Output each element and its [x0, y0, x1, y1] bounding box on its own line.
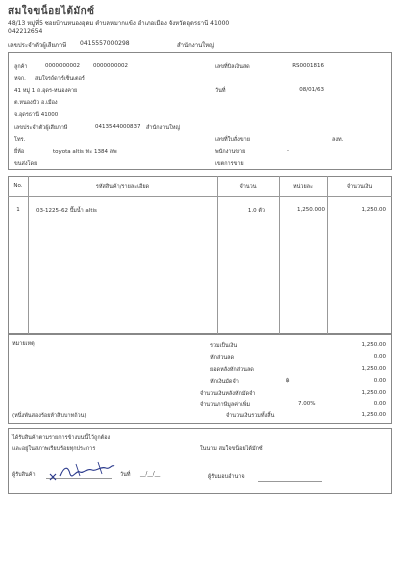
- company-name: สมใจขน็อยไต้มักซ์: [8, 6, 95, 17]
- row-amount: 1,250.00: [361, 207, 386, 213]
- authorizer-signature-line: [258, 481, 322, 482]
- customer-address-1: 41 หมู่ 1 ถ.อุดร-หนองคาย: [14, 88, 78, 94]
- bill-no-label: เลขที่บิลเงินสด: [215, 64, 250, 70]
- company-branch: สำนักงานใหญ่: [177, 42, 215, 49]
- items-table: [8, 176, 392, 334]
- seller-label: พนักงานขาย: [215, 149, 246, 155]
- customer-tax-branch: สำนักงานใหญ่: [146, 125, 181, 131]
- company-phone: 042212654: [8, 28, 43, 35]
- summary-value: 1,250.00: [361, 390, 386, 396]
- company-tax-label: เลขประจำตัวผู้เสียภาษี: [8, 42, 67, 49]
- receipt-note-2: และอยู่ในสภาพเรียบร้อยทุกประการ: [12, 446, 96, 452]
- summary-value: 0.00: [373, 378, 386, 384]
- receive-date-label: วันที่: [120, 472, 131, 478]
- customer-tax-label: เลขประจำตัวผู้เสียภาษี: [14, 125, 68, 131]
- handwritten-signature: [46, 460, 116, 482]
- summary-label: หักเงินมัดจำ: [210, 379, 239, 385]
- col-header-unit-price: หน่วยละ: [292, 184, 314, 190]
- authorizer-label: ผู้รับมอบอำนาจ: [208, 474, 245, 480]
- summary-value: 1,250.00: [361, 412, 386, 418]
- col-divider: [217, 176, 218, 334]
- customer-phone-label: โทร.: [14, 137, 26, 143]
- col-header-qty: จำนวน: [239, 184, 257, 190]
- customer-car-label: ยี่ห้อ: [14, 149, 25, 155]
- summary-label: รวมเป็นเงิน: [210, 343, 238, 349]
- row-desc: 03-1225-62 ปั๊มน้ำ altis: [36, 208, 97, 214]
- customer-name-label: หจก.: [14, 76, 26, 82]
- col-divider: [327, 176, 328, 334]
- col-header-desc: รหัสสินค้า/รายละเอียด: [95, 184, 150, 190]
- company-address: 48/13 หมู่ที่5 ซอยบ้านหนองอุดม ตำบลหมากแข้ง อำเภอเมือง จังหวัดอุดรธานี 41000: [8, 20, 230, 27]
- summary-value: 1,250.00: [361, 342, 386, 348]
- customer-tax-id: 0413544000837: [95, 124, 141, 130]
- receive-date-blank: __/__/__: [140, 471, 161, 477]
- summary-value: 0.00: [373, 354, 386, 360]
- ref-date-label: ลงท.: [332, 137, 344, 143]
- customer-address-2: ต.หนองบัว อ.เมือง: [14, 100, 58, 106]
- summary-label: จำนวนเงินรวมทั้งสิ้น: [226, 413, 275, 419]
- doc-date: 08/01/63: [299, 87, 324, 93]
- customer-ship-label: ขนส่งโดย: [14, 161, 38, 167]
- company-tax-id: 0415557000298: [80, 40, 130, 47]
- sales-area-label: เขตการขาย: [215, 161, 244, 167]
- receiver-label: ผู้รับสินค้า: [12, 472, 36, 478]
- seller-value: -: [287, 148, 289, 154]
- customer-name: สมใจรถ์ดาร์เซ็นเตอร์: [35, 76, 85, 82]
- row-no: 1: [16, 207, 20, 213]
- customer-car: toyota altis ทะ 1384 ลพ: [53, 149, 117, 155]
- company-signature: ในนาม สมใจขน็อยไต้มักซ์: [200, 446, 263, 452]
- summary-box: [8, 334, 392, 424]
- amount-in-words: (หนึ่งพันสองร้อยห้าสิบบาทถ้วน): [12, 413, 87, 419]
- note-label: หมายเหตุ: [12, 341, 35, 347]
- date-label: วันที่: [215, 88, 226, 94]
- customer-code: 0000000002: [45, 63, 80, 69]
- summary-label: หักส่วนลด: [210, 355, 235, 361]
- summary-value: 1,250.00: [361, 366, 386, 372]
- bill-no: RS0001816: [292, 63, 324, 69]
- deposit-mark: ฿: [286, 378, 290, 384]
- customer-address-3: จ.อุดรธานี 41000: [14, 112, 59, 118]
- summary-label: จำนวนภาษีมูลค่าเพิ่ม: [200, 402, 251, 408]
- ref-no-label: เลขที่ใบสั่งขาย: [215, 137, 250, 143]
- receipt-note-1: ได้รับสินค้าตามรายการข้างบนนี้ไว้ถูกต้อง: [12, 435, 111, 441]
- col-header-no: No.: [13, 183, 23, 189]
- row-unit-price: 1,250.000: [297, 207, 325, 213]
- summary-value: 0.00: [373, 401, 386, 407]
- table-header-divider: [8, 196, 392, 197]
- vat-rate: 7.00%: [298, 401, 316, 407]
- customer-code-2: 0000000002: [93, 63, 128, 69]
- summary-label: ยอดหลังหักส่วนลด: [210, 367, 254, 373]
- customer-code-label: ลูกค้า: [14, 64, 28, 70]
- col-divider: [28, 176, 29, 334]
- col-header-amount: จำนวนเงิน: [346, 184, 373, 190]
- col-divider: [279, 176, 280, 334]
- summary-label: จำนวนเงินหลังหักมัดจำ: [200, 391, 256, 397]
- row-qty: 1.0 ตัว: [247, 208, 265, 214]
